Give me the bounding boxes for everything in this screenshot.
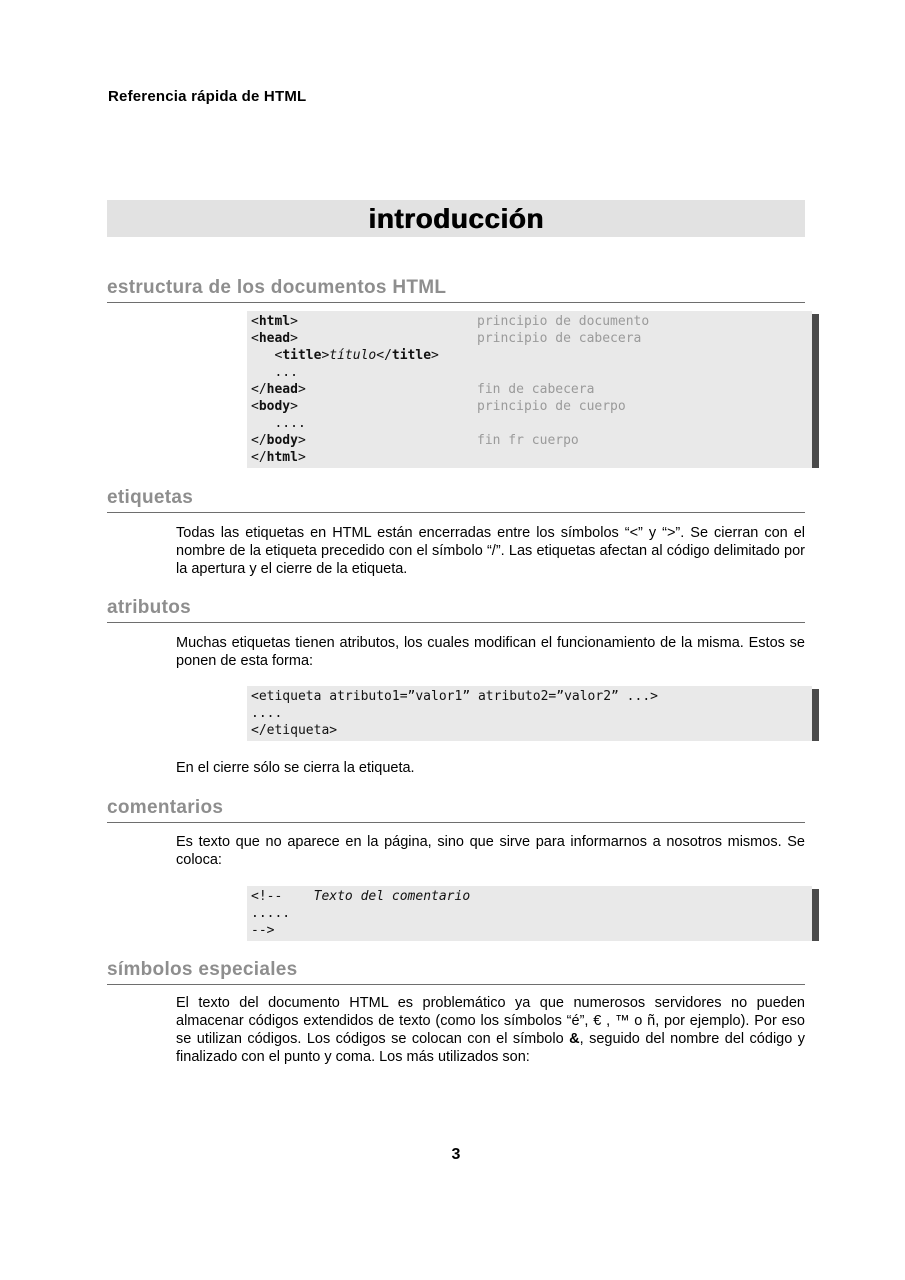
code-text: > xyxy=(297,382,306,397)
code-block-edge xyxy=(812,889,819,941)
code-text: > xyxy=(321,348,330,363)
section-heading-simbolos: símbolos especiales xyxy=(107,959,805,985)
paragraph-comentarios: Es texto que no aparece en la página, sino que sirve para informarnos a nosotros mismos. Se coloca: xyxy=(176,834,805,868)
code-line xyxy=(251,313,812,330)
section-heading-atributos: atributos xyxy=(107,597,805,623)
code-block-comentarios xyxy=(247,886,812,941)
code-line xyxy=(251,398,812,415)
code-text: </ xyxy=(251,382,267,397)
code-block-estructura xyxy=(247,311,812,468)
code-body xyxy=(251,888,812,939)
chapter-title: introducción xyxy=(368,203,544,234)
code-text: ..... xyxy=(251,906,291,921)
code-line xyxy=(251,415,812,432)
code-text: body xyxy=(266,433,298,448)
code-text: </ xyxy=(251,433,267,448)
code-text: title xyxy=(282,348,322,363)
code-comment: fin de cabecera xyxy=(477,382,595,397)
section-heading-comentarios: comentarios xyxy=(107,797,805,823)
code-text: body xyxy=(258,399,291,414)
code-text: > xyxy=(290,314,298,329)
code-text: .... xyxy=(251,416,306,431)
code-line xyxy=(251,688,812,705)
section-heading-etiquetas: etiquetas xyxy=(107,487,805,513)
code-text: html xyxy=(258,314,291,329)
code-text: > xyxy=(297,450,306,465)
code-line xyxy=(251,888,812,905)
code-text: --> xyxy=(251,923,275,938)
code-text: título xyxy=(329,348,377,363)
code-text: > xyxy=(297,433,306,448)
code-line xyxy=(251,449,812,466)
ampersand-symbol: & xyxy=(569,1031,580,1047)
code-text: > xyxy=(290,331,298,346)
code-line xyxy=(251,364,812,381)
code-text: > xyxy=(431,348,439,363)
code-comment: fin fr cuerpo xyxy=(477,433,579,448)
running-header: Referencia rápida de HTML xyxy=(108,88,307,105)
code-line xyxy=(251,347,812,364)
code-text: ... xyxy=(251,365,298,380)
code-line xyxy=(251,381,812,398)
code-text: < xyxy=(251,399,259,414)
paragraph-simbolos xyxy=(176,994,805,1066)
code-body xyxy=(251,688,812,739)
page-content xyxy=(107,0,805,1066)
code-text: head xyxy=(258,331,291,346)
code-comment: principio de cuerpo xyxy=(477,399,626,414)
paragraph-etiquetas: Todas las etiquetas en HTML están encerradas entre los símbolos “<” y “>”. Se cierran con el nombre de la etiqueta precedido con el símbolo “/”. Las etiquetas afectan al código delimitado por la apertura y el cierre de la etiqueta. xyxy=(176,525,805,577)
code-block-atributos xyxy=(247,686,812,741)
code-line xyxy=(251,705,812,722)
code-text: Texto del comentario xyxy=(313,889,471,904)
code-line xyxy=(251,722,812,739)
paragraph-atributos-intro: Muchas etiquetas tienen atributos, los cuales modifican el funcionamiento de la misma. Estos se ponen de esta forma: xyxy=(176,635,805,669)
code-line xyxy=(251,922,812,939)
code-text: .... xyxy=(251,706,283,721)
code-line xyxy=(251,905,812,922)
paragraph-simbolos-after: , seguido del nombre del código y finalizado con el punto y coma. Los más utilizados son: xyxy=(176,1031,805,1065)
code-text: </etiqueta> xyxy=(251,723,338,738)
code-text: </ xyxy=(251,450,267,465)
code-text: html xyxy=(266,450,298,465)
code-block-edge xyxy=(812,689,819,741)
section-heading-estructura: estructura de los documentos HTML xyxy=(107,277,805,303)
code-line xyxy=(251,330,812,347)
code-text: </ xyxy=(376,348,392,363)
paragraph-simbolos-before: El texto del documento HTML es problemático ya que numerosos servidores no pueden almacenar códigos extendidos de texto (como los símbolos “é”, € , ™ o ñ, por ejemplo). Por eso se utilizan códigos. Los códigos se colocan con el símbolo xyxy=(176,995,805,1047)
code-text: title xyxy=(391,348,432,363)
paragraph-atributos-outro: En el cierre sólo se cierra la etiqueta. xyxy=(176,760,415,776)
page-number: 3 xyxy=(451,1146,461,1163)
chapter-title-banner xyxy=(107,200,805,237)
code-block-edge xyxy=(812,314,819,468)
code-text: < xyxy=(251,314,259,329)
code-line xyxy=(251,432,812,449)
code-comment: principio de documento xyxy=(477,314,650,329)
code-text: <etiqueta atributo1=”valor1” atributo2=”valor2” ...> xyxy=(251,689,658,704)
code-text: < xyxy=(251,348,283,363)
code-text: > xyxy=(290,399,298,414)
code-text: head xyxy=(266,382,298,397)
code-text: <!-- xyxy=(251,889,314,904)
code-text: < xyxy=(251,331,259,346)
code-comment: principio de cabecera xyxy=(477,331,642,346)
code-body xyxy=(251,313,812,466)
